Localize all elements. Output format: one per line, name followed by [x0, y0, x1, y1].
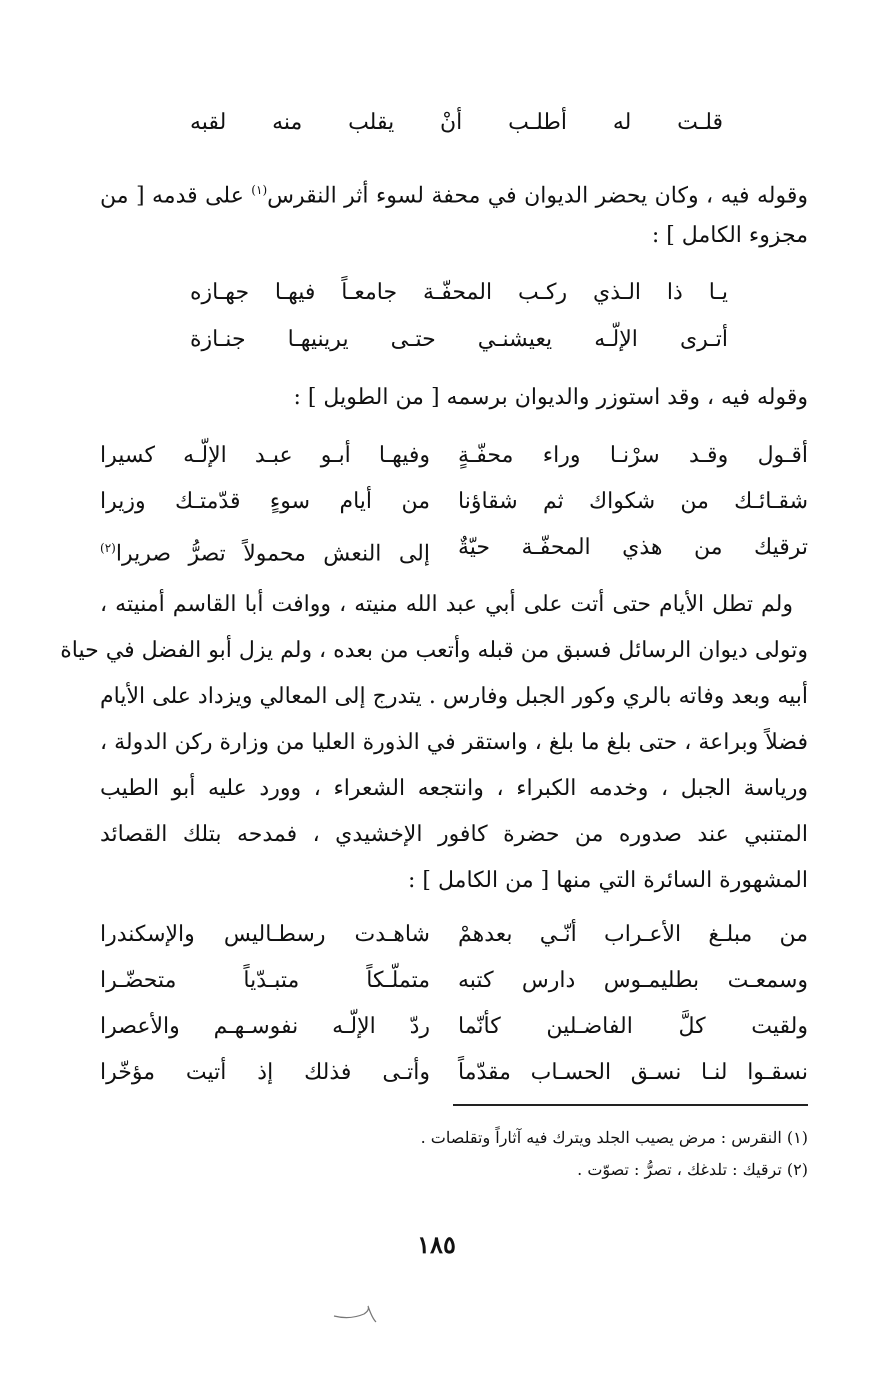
verse-line: يـا ذا الـذي ركـب المحفّـة جامعـاً فيهـا جهـازه: [190, 280, 728, 305]
verse-hemistich-left: متملّـكاً متبـدّياً متحضّـرا: [100, 968, 430, 993]
prose-line: مجزوء الكامل ] :: [651, 223, 808, 248]
prose-line: ولم تطل الأيام حتى أتت على أبي عبد الله منيته ، ووافت أبا القاسم أمنيته ،: [100, 592, 793, 617]
scan-mark: [330, 1300, 390, 1330]
verse-hemistich-right: وسمعـت بطليمـوس دارس كتبه: [458, 968, 808, 993]
verse-hemistich-right: نسقـوا لنـا نسـق الحسـاب مقدّماً: [458, 1060, 808, 1085]
verse-text: إلى النعش محمولاً تصرُّ صريرا: [115, 541, 430, 567]
prose-line: المتنبي عند صدوره من حضرة كافور الإخشيدي ، فمدحه بتلك القصائد: [100, 822, 808, 847]
prose-line: المشهورة السائرة التي منها [ من الكامل ] :: [408, 868, 808, 893]
prose-line: وقوله فيه ، وقد استوزر والديوان برسمه [ من الطويل ] :: [293, 385, 808, 410]
prose-text: وقوله فيه ، وكان يحضر الديوان في محفة لسوء أثر النقرس: [267, 183, 809, 209]
verse-line: قلـت له أطلـب أنْ يقلب منه لقبه: [190, 110, 723, 135]
footnote: (٢) ترقيك : تلدغك ، تصرُّ : تصوّت .: [577, 1160, 808, 1179]
verse-hemistich-left: وفيهـا أبـو عبـد الإلّـه كسيرا: [100, 443, 430, 468]
verse-line: أتـرى الإلّـه يعيشنـي حتـى يرينيهـا جنـازة: [190, 327, 728, 352]
verse-hemistich-left: شاهـدت رسطـاليس والإسكندرا: [100, 922, 430, 947]
footnote-ref: (٢): [100, 541, 116, 555]
footnote: (١) النقرس : مرض يصيب الجلد ويترك فيه آثاراً وتقلصات .: [420, 1128, 808, 1147]
prose-line: أبيه وبعد وفاته بالري وكور الجبل وفارس . يتدرج إلى المعالي ويزداد على الأيام: [100, 684, 808, 709]
prose-line: [100, 170, 808, 216]
verse-hemistich-right: شقـائـك من شكواك ثم شقاؤنا: [458, 489, 808, 514]
verse-hemistich-right: من مبلـغ الأعـراب أنّـي بعدهمْ: [458, 922, 808, 947]
prose-text: على قدمه [ من: [100, 183, 252, 209]
verse-hemistich-right: ترقيك من هذي المحفّـة حيّةٌ: [458, 535, 808, 560]
page-number: ١٨٥: [417, 1230, 456, 1259]
footnote-separator: [453, 1104, 808, 1106]
verse-hemistich-left: [100, 528, 430, 574]
footnote-ref: (١): [251, 183, 268, 197]
prose-line: وتولى ديوان الرسائل فسبق من قبله وأتعب من بعده ، ولم يزل أبو الفضل في حياة: [60, 638, 808, 663]
verse-hemistich-left: من أيام سوءٍ قدّمتـك وزيرا: [100, 489, 430, 514]
verse-hemistich-right: ولقيت كلَّ الفاضـلين كأنّما: [458, 1014, 808, 1039]
prose-line: ورياسة الجبل ، وخدمه الكبراء ، وانتجعه الشعراء ، وورد عليه أبو الطيب: [100, 776, 808, 801]
verse-hemistich-left: وأتـى فذلك إذ أتيت مؤخّرا: [100, 1060, 430, 1085]
prose-line: فضلاً وبراعة ، حتى بلغ ما بلغ ، واستقر في الذورة العليا من وزارة ركن الدولة ،: [100, 730, 808, 755]
verse-hemistich-left: ردّ الإلّـه نفوسـهـم والأعصرا: [100, 1014, 430, 1039]
verse-hemistich-right: أقـول وقـد سرْنـا وراء محفّـةٍ: [458, 443, 808, 468]
